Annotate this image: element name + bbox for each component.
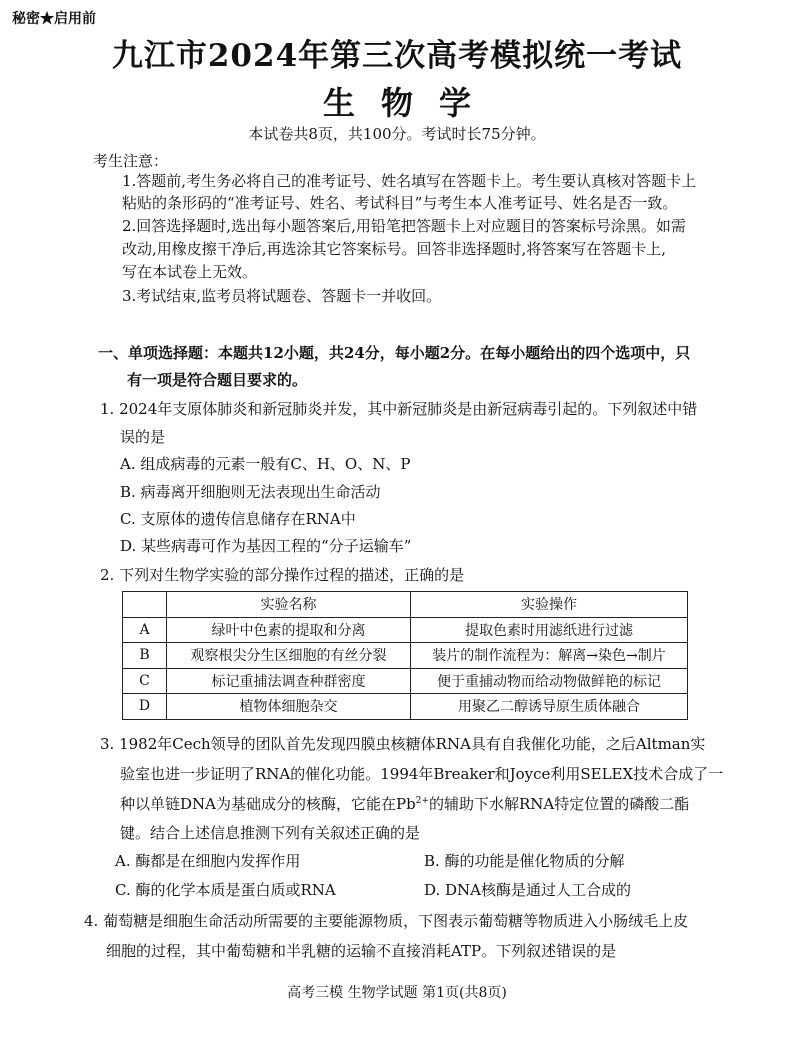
question-3-option-c: C. 酶的化学本质是蛋白质或RNA <box>115 881 336 899</box>
question-1-option-d: D. 某些病毒可作为基因工程的“分子运输车” <box>120 537 412 555</box>
table-cell: 装片的制作流程为：解离→染色→制片 <box>411 643 688 669</box>
superscript-charge: 2+ <box>415 796 429 806</box>
notes-heading: 考生注意： <box>93 152 169 170</box>
question-3-option-d: D. DNA核酶是通过人工合成的 <box>424 881 632 899</box>
question-3-text: 的辅助下水解RNA特定位置的磷酸二酯 <box>428 795 690 813</box>
table-cell: A <box>123 617 167 643</box>
question-1-stem: 1. 2024年支原体肺炎和新冠肺炎并发，其中新冠肺炎是由新冠病毒引起的。下列叙述中错 <box>100 400 698 418</box>
table-header-cell: 实验操作 <box>411 592 688 618</box>
table-cell: D <box>123 694 167 720</box>
question-3-text: 种以单链DNA为基础成分的核酶，它能在Pb <box>120 795 416 813</box>
question-3-stem: 3. 1982年Cech领导的团队首先发现四膜虫核糖体RNA具有自我催化功能，之后Altman实 <box>100 735 706 753</box>
table-cell: 提取色素时用滤纸进行过滤 <box>411 617 688 643</box>
exam-info: 本试卷共8页，共100分。考试时长75分钟。 <box>248 125 546 143</box>
section-heading-cont: 有一项是符合题目要求的。 <box>127 371 308 389</box>
table-cell: C <box>123 668 167 694</box>
section-heading: 一、单项选择题：本题共12小题，共24分，每小题2分。在每小题给出的四个选项中，只 <box>98 344 691 362</box>
table-header-cell: 实验名称 <box>167 592 411 618</box>
question-3-option-b: B. 酶的功能是催化物质的分解 <box>424 852 625 870</box>
note-line: 粘贴的条形码的“准考证号、姓名、考试科目”与考生本人准考证号、姓名是否一致。 <box>122 194 678 212</box>
experiment-table <box>122 591 688 720</box>
table-row <box>123 643 688 669</box>
note-line: 2.回答选择题时,选出每小题答案后,用铅笔把答题卡上对应题目的答案标号涂黑。如需 <box>122 217 686 235</box>
table-cell: 绿叶中色素的提取和分离 <box>167 617 411 643</box>
page-footer: 高考三模 生物学试题 第1页(共8页) <box>287 985 507 1001</box>
exam-title: 九江市2024年第三次高考模拟统一考试 <box>111 38 683 74</box>
note-line: 3.考试结束,监考员将试题卷、答题卡一并收回。 <box>122 287 442 305</box>
question-1-option-b: B. 病毒离开细胞则无法表现出生命活动 <box>120 483 381 501</box>
secret-label: 秘密★启用前 <box>12 11 96 27</box>
question-1-option-a: A. 组成病毒的元素一般有C、H、O、N、P <box>120 455 411 473</box>
question-3-stem-cont: 验室也进一步证明了RNA的催化功能。1994年Breaker和Joyce利用SELEX技术合成了一 <box>120 765 724 783</box>
question-4-stem: 4. 葡萄糖是细胞生命活动所需要的主要能源物质，下图表示葡萄糖等物质进入小肠绒毛上皮 <box>84 912 689 930</box>
table-cell: 标记重捕法调查种群密度 <box>167 668 411 694</box>
question-2-stem: 2. 下列对生物学实验的部分操作过程的描述，正确的是 <box>100 566 465 584</box>
question-3-stem-line3 <box>120 793 689 814</box>
table-cell: B <box>123 643 167 669</box>
note-line: 1.答题前,考生务必将自己的准考证号、姓名填写在答题卡上。考生要认真核对答题卡上 <box>122 172 697 190</box>
subject-title: 生物学 <box>322 84 497 122</box>
question-1-option-c: C. 支原体的遗传信息储存在RNA中 <box>120 510 356 528</box>
question-4-stem-cont: 细胞的过程，其中葡萄糖和半乳糖的运输不直接消耗ATP。下列叙述错误的是 <box>106 942 617 960</box>
question-1-stem-cont: 误的是 <box>120 428 166 446</box>
question-3-option-a: A. 酶都是在细胞内发挥作用 <box>115 852 301 870</box>
table-cell: 便于重捕动物而给动物做鲜艳的标记 <box>411 668 688 694</box>
table-row <box>123 668 688 694</box>
table-cell: 用聚乙二醇诱导原生质体融合 <box>411 694 688 720</box>
table-cell: 观察根尖分生区细胞的有丝分裂 <box>167 643 411 669</box>
table-row <box>123 694 688 720</box>
table-row <box>123 617 688 643</box>
table-header-cell <box>123 592 167 618</box>
table-header-row <box>123 592 688 618</box>
question-3-stem-line4: 键。结合上述信息推测下列有关叙述正确的是 <box>120 824 421 842</box>
note-line: 写在本试卷上无效。 <box>122 263 258 281</box>
table-cell: 植物体细胞杂交 <box>167 694 411 720</box>
note-line: 改动,用橡皮擦干净后,再选涂其它答案标号。回答非选择题时,将答案写在答题卡上, <box>122 240 667 258</box>
